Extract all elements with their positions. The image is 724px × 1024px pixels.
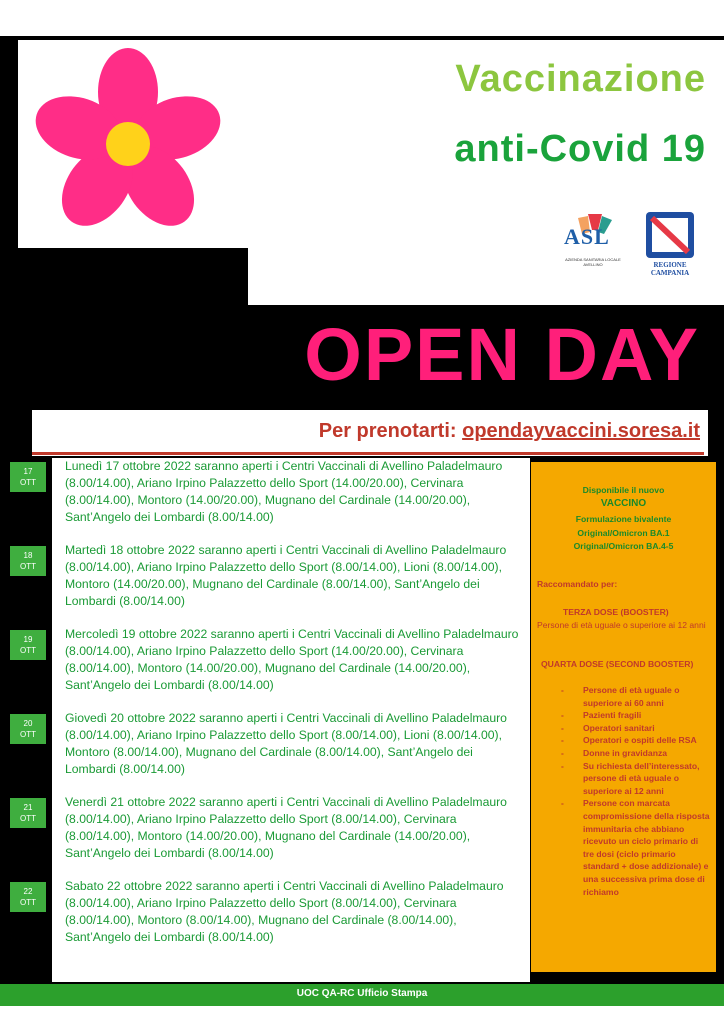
open-day-headline: OPEN DAY — [304, 313, 700, 396]
booking-label: Per prenotarti: — [318, 420, 457, 442]
day-schedule-text: Mercoledì 19 ottobre 2022 saranno aperti i Centri Vaccinali di Avellino Paladelmauro (8.00/14.00), Ariano Irpino Palazzetto dello Sport (14.00/20.00), Cervinara (8.00/14.00), Montoro (14.00/20.00), Mugnano del Cardinale (14.00/20.00), Sant’Angelo dei Lombardi (8.00/14.00) — [65, 627, 519, 692]
regione-shield-icon — [646, 212, 694, 258]
day-schedule-text: Sabato 22 ottobre 2022 saranno aperti i Centri Vaccinali di Avellino Paladelmauro (8.00/14.00), Ariano Irpino Palazzetto dello Sport (8.00/14.00), Cervinara (8.00/14.00), Montoro (8.00/14.00), Mugnano del Cardinale (8.00/14.00), Sant’Angelo dei Lombardi (8.00/14.00) — [65, 879, 504, 944]
list-item: - Operatori sanitari — [561, 722, 711, 735]
date-badge: 17 OTT — [10, 462, 46, 492]
list-item: - Persone di età uguale o superiore ai 60 anni — [561, 684, 711, 709]
variant-label: Original/Omicron BA.1 — [577, 528, 670, 538]
title-line1: Vaccinazione — [455, 58, 706, 100]
flower-icon — [28, 44, 228, 244]
date-badge: 19 OTT — [10, 630, 46, 660]
fourth-dose-label: QUARTA DOSE (SECOND BOOSTER) — [541, 659, 694, 669]
day-schedule-text: Martedì 18 ottobre 2022 saranno aperti i Centri Vaccinali di Avellino Paladelmauro (8.00/14.00), Ariano Irpino Palazzetto dello Sport (8.00/14.00), Lioni (8.00/14.00), Montoro (14.00/20.00), Mugnano del Cardinale (8.00/14.00), Sant’Angelo dei Lombardi (8.00/14.00) — [65, 543, 507, 608]
asl-logo-subtext: AZIENDA SANITARIA LOCALE AVELLINO — [565, 257, 621, 267]
date-badge: 20 OTT — [10, 714, 46, 744]
list-item: - Su richiesta dell’interessato, persone di età uguale o superiore ai 12 anni — [561, 760, 711, 798]
day-schedule-text: Giovedì 20 ottobre 2022 saranno aperti i Centri Vaccinali di Avellino Paladelmauro (8.00/14.00), Ariano Irpino Palazzetto dello Sport (8.00/14.00), Lioni (8.00/14.00), Montoro (8.00/14.00), Mugnano del Cardinale (8.00/14.00), Sant’Angelo dei Lombardi (8.00/14.00) — [65, 711, 507, 776]
date-badge: 22 OTT — [10, 882, 46, 912]
regione-logo-text: REGIONE CAMPANIA — [650, 261, 690, 277]
regione-logo — [640, 212, 700, 277]
available-label: Disponibile il nuovo — [582, 485, 665, 495]
day-schedule-text: Venerdì 21 ottobre 2022 saranno aperti i Centri Vaccinali di Avellino Paladelmauro (8.00/14.00), Ariano Irpino Palazzetto dello Sport (8.00/14.00), Cervinara (8.00/14.00), Montoro (14.00/20.00), Mugnano del Cardinale (14.00/20.00), Sant’Angelo dei Lombardi (8.00/14.00) — [65, 795, 507, 860]
asl-logo — [558, 210, 628, 270]
title-line2: anti-Covid 19 — [454, 128, 706, 170]
list-item: - Pazienti fragili — [561, 709, 711, 722]
booking-divider — [32, 452, 704, 455]
fourth-dose-list — [561, 684, 711, 898]
third-dose-label: TERZA DOSE (BOOSTER) — [563, 607, 669, 617]
footer-text: UOC QA-RC Ufficio Stampa — [296, 988, 428, 999]
third-dose-text: Persone di età uguale o superiore ai 12 anni — [537, 620, 706, 630]
vaccine-info-panel — [531, 462, 716, 972]
recommended-label: Raccomandato per: — [537, 579, 618, 589]
formulation-label: Formulazione bivalente — [575, 514, 672, 524]
date-badge: 21 OTT — [10, 798, 46, 828]
list-item: - Operatori e ospiti delle RSA — [561, 734, 711, 747]
day-schedule-text: Lunedì 17 ottobre 2022 saranno aperti i Centri Vaccinali di Avellino Paladelmauro (8.00/14.00), Ariano Irpino Palazzetto dello Sport (14.00/20.00), Cervinara (8.00/14.00), Montoro (14.00/20.00), Mugnano del Cardinale (14.00/20.00), Sant’Angelo dei Lombardi (8.00/14.00) — [65, 459, 503, 524]
asl-logo-text: ASL — [564, 224, 610, 249]
list-item: - Persone con marcata compromissione della risposta immunitaria che abbiano ricevuto un ciclo primario di tre dosi (ciclo primario standard + dose addizionale) e una successiva prima dose di richiamo — [561, 797, 711, 898]
booking-text — [319, 420, 700, 443]
booking-link[interactable]: opendayvaccini.soresa.it — [462, 420, 700, 442]
date-badge: 18 OTT — [10, 546, 46, 576]
list-item: - Donne in gravidanza — [561, 747, 711, 760]
variant-label: Original/Omicron BA.4-5 — [573, 541, 674, 551]
vaccine-label: VACCINO — [600, 498, 647, 509]
